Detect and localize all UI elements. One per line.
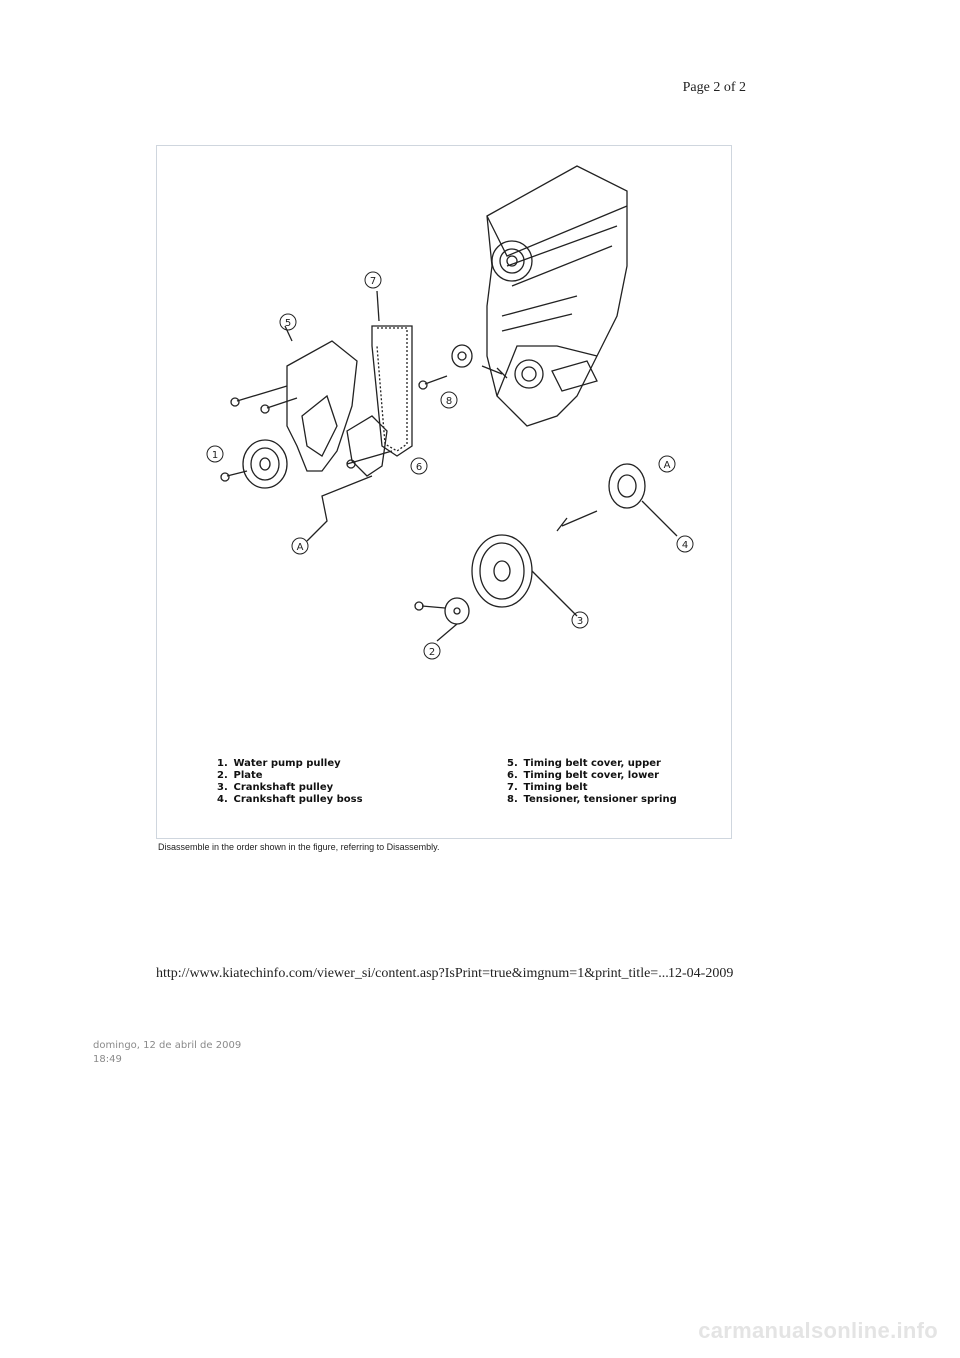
legend-label: Water pump pulley [233, 758, 341, 769]
engine-block-drawing [487, 166, 627, 426]
callout-label-a-left: A [296, 542, 304, 553]
legend-column-left [217, 758, 363, 806]
callout-label-5: 5 [284, 318, 292, 329]
legend-item-3 [217, 782, 363, 794]
legend-item-5 [507, 758, 677, 770]
legend-item-2 [217, 770, 363, 782]
legend-number: 4. [217, 794, 228, 805]
legend-number: 1. [217, 758, 228, 769]
legend-number: 6. [507, 770, 518, 781]
legend-label: Plate [233, 770, 263, 781]
callout-label-7: 7 [369, 276, 377, 287]
legend-label: Crankshaft pulley boss [233, 794, 363, 805]
legend-column-right [507, 758, 677, 806]
legend-label: Timing belt cover, upper [523, 758, 661, 769]
water-pump-pulley-drawing [221, 440, 287, 488]
footer-date: 12-04-2009 [668, 966, 734, 981]
timing-belt-drawing [372, 326, 412, 456]
footer-url[interactable]: http://www.kiatechinfo.com/viewer_si/content.asp?IsPrint=true&imgnum=1&print_title=... [156, 966, 669, 981]
legend-number: 7. [507, 782, 518, 793]
legend-number: 3. [217, 782, 228, 793]
note-date: domingo, 12 de abril de 2009 [93, 1040, 242, 1051]
upper-cover-drawing [231, 326, 357, 471]
guide-line [307, 476, 372, 541]
legend-item-6 [507, 770, 677, 782]
legend-number: 5. [507, 758, 518, 769]
legend-number: 2. [217, 770, 228, 781]
watermark: carmanualsonline.info [698, 1318, 938, 1343]
callout-label-2: 2 [428, 647, 436, 658]
legend-label: Tensioner, tensioner spring [523, 794, 677, 805]
legend-label: Timing belt [523, 782, 588, 793]
callout-label-3: 3 [576, 616, 584, 627]
legend-item-1 [217, 758, 363, 770]
legend-label: Timing belt cover, lower [523, 770, 660, 781]
exploded-diagram-figure [156, 145, 732, 839]
callout-label-6: 6 [415, 462, 423, 473]
lower-cover-drawing [347, 416, 392, 476]
timing-belt-exploded-diagram [157, 146, 731, 838]
callout-label-4: 4 [681, 540, 689, 551]
callout-label-8: 8 [445, 396, 453, 407]
callout-label-1: 1 [211, 450, 219, 461]
plate-drawing [415, 598, 469, 641]
callout-label-a-right: A [663, 460, 671, 471]
legend-number: 8. [507, 794, 518, 805]
page-number: Page 2 of 2 [682, 80, 746, 95]
crankshaft-pulley-drawing [472, 535, 577, 616]
note-time: 18:49 [93, 1054, 122, 1065]
crankshaft-pulley-boss-drawing [557, 464, 677, 536]
legend-item-4 [217, 794, 363, 806]
legend-label: Crankshaft pulley [233, 782, 334, 793]
legend-item-8 [507, 794, 677, 806]
legend-item-7 [507, 782, 677, 794]
figure-caption: Disassemble in the order shown in the figure, referring to Disassembly. [158, 842, 440, 852]
